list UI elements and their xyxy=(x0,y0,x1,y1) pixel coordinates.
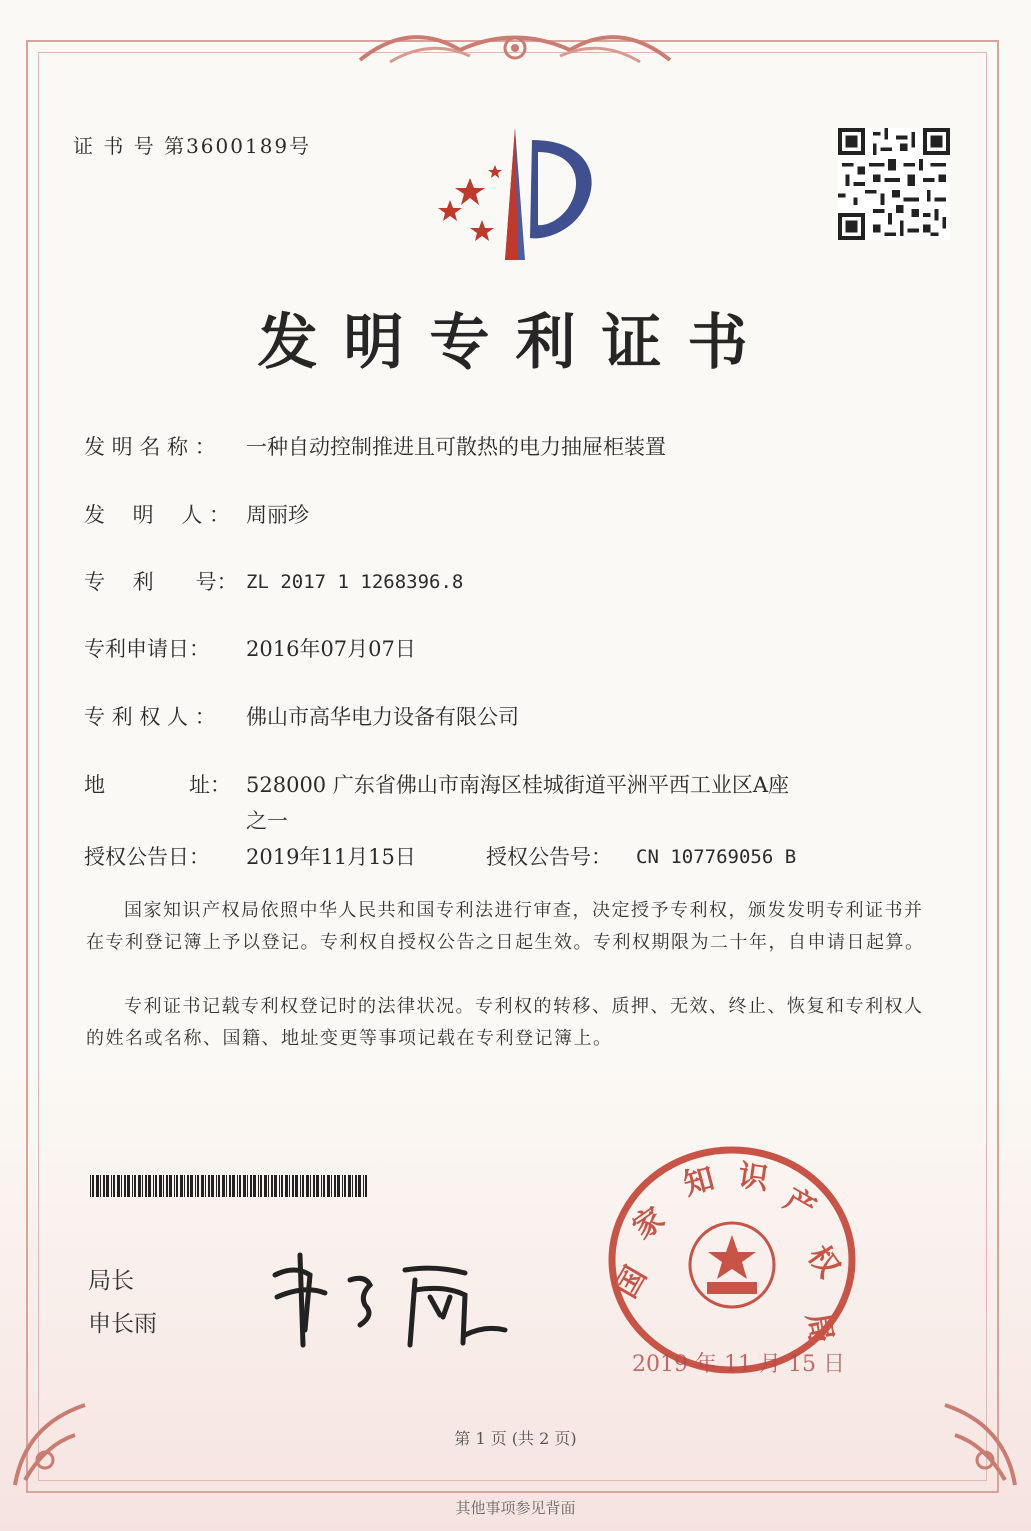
field-label: 专 利 权 人 ： xyxy=(84,705,216,729)
svg-text:局: 局 xyxy=(799,1310,839,1346)
field-label: 授权公告号： xyxy=(486,845,612,869)
field-label: 专利申请日： xyxy=(84,637,210,661)
svg-text:知: 知 xyxy=(680,1161,719,1203)
field-label: 专 利 号： xyxy=(84,570,238,594)
seal-date: 2019 年 11 月 15 日 xyxy=(632,1352,845,1377)
field-label: 发 明 人 ： xyxy=(84,503,231,527)
legal-paragraph-2: 专利证书记载专利权登记时的法律状况。专利权的转移、质押、无效、终止、恢复和专利权人的姓名或名称、国籍、地址变更等事项记载在专利登记簿上。 xyxy=(86,996,924,1049)
qr-code xyxy=(838,128,950,240)
top-ornament xyxy=(350,20,680,75)
barcode xyxy=(90,1175,370,1197)
legal-paragraph-1: 国家知识产权局依照中华人民共和国专利法进行审查，决定授予专利权，颁发发明专利证书并在专利登记簿上予以登记。专利权自授权公告之日起生效。专利权期限为二十年，自申请日起算。 xyxy=(86,900,925,953)
field-label: 授权公告日： xyxy=(84,845,210,869)
field-value: 2019年11月15日 xyxy=(246,845,416,869)
field-value: 佛山市高华电力设备有限公司 xyxy=(246,705,519,729)
certificate-title: 发明专利证书 xyxy=(257,308,774,378)
field-label: 发 明 名 称 ： xyxy=(84,435,216,459)
director-signature xyxy=(265,1235,515,1355)
svg-text:国: 国 xyxy=(608,1260,654,1304)
director-title: 局长 xyxy=(88,1268,134,1294)
svg-text:家: 家 xyxy=(626,1200,672,1247)
field-value: 2016年07月07日 xyxy=(246,637,416,661)
field-value: 一种自动控制推进且可散热的电力抽屉柜装置 xyxy=(246,435,666,459)
field-value-line2: 之一 xyxy=(246,809,288,833)
page-indicator: 第 1 页 (共 2 页) xyxy=(454,1429,577,1448)
back-note: 其他事项参见背面 xyxy=(455,1499,576,1517)
field-value: 528000 广东省佛山市南海区桂城街道平洲平西工业区A座 xyxy=(246,773,790,797)
field-label: 地 址： xyxy=(84,773,231,797)
field-value: CN 107769056 B xyxy=(636,846,797,868)
certificate-number: 证 书 号 第3600189号 xyxy=(73,134,312,158)
director-name: 申长雨 xyxy=(88,1311,157,1337)
svg-text:权: 权 xyxy=(800,1239,847,1285)
official-seal xyxy=(602,1140,862,1380)
field-value: 周丽珍 xyxy=(246,503,309,527)
patent-office-emblem xyxy=(420,120,610,265)
field-value: ZL 2017 1 1268396.8 xyxy=(246,571,464,593)
svg-text:识: 识 xyxy=(735,1158,771,1198)
svg-text:产: 产 xyxy=(778,1181,822,1227)
